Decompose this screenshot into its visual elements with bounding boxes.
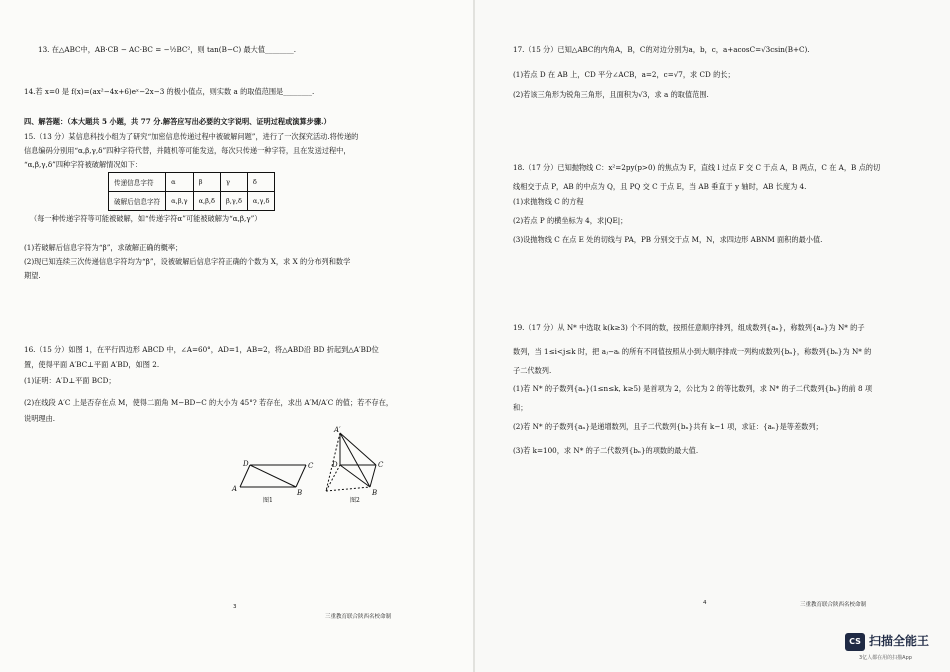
- fig1-label-b: B: [297, 489, 303, 497]
- q15-sub-2-line-1: (2)现已知连续三次传递信息字符均为“β”，设被破解后信息字符正确的个数为 X，求 X 的分布列和数学: [24, 257, 351, 266]
- sent-beta: β: [193, 173, 220, 192]
- q19-line-3: 子二代数列.: [513, 366, 552, 375]
- question-13: 13. 在△ABC中，AB·CB − AC·BC = −½BC²，则 tan(B−C) 最大值________.: [38, 45, 297, 54]
- cracked-alpha: α,β,γ: [166, 192, 193, 211]
- figure-1-parallelogram: [240, 465, 306, 487]
- q18-line-2: 线相交于点 P，AB 的中点为 Q，且 PQ 交 C 于点 E，当 AB 垂直于 y 轴时，AB 长度为 4.: [513, 182, 807, 191]
- figure-2-caption: 图2: [350, 497, 360, 504]
- scanner-logo-icon: CS: [845, 633, 865, 651]
- row-header-cracked: 破解后信息字符: [109, 192, 166, 211]
- sent-alpha: α: [166, 173, 193, 192]
- right-page-footer: 三重教育联合陕西名校命制: [800, 602, 867, 608]
- fig1-label-d: D: [243, 460, 249, 468]
- q19-sub-3: (3)若 k=100，求 N* 的子二代数列{bₙ}的项数的最大值.: [513, 446, 699, 455]
- q15-sub-1: (1)若破解后信息字符为“β”，求破解正确的概率；: [24, 243, 183, 252]
- scanner-watermark: [845, 632, 945, 666]
- q15-line-2: 信息编码分别用“α,β,γ,δ”四种字符代替，并随机等可能发送，每次只传递一种字符，且在发送过程中，: [24, 146, 351, 155]
- q19-sub-1-line-2: 和；: [513, 403, 528, 412]
- q16-line-2: 置，使得平面 A′BC⊥平面 A′BD，如图 2.: [24, 360, 160, 369]
- q18-line-1: 18.（17 分）已知抛物线 C：x²=2py(p>0) 的焦点为 F，直线 l 过点 F 交 C 于点 A，B 两点，C 在 A，B 点的切: [513, 163, 881, 172]
- q16-sub-2-line-1: (2)在线段 A′C 上是否存在点 M，使得二面角 M−BD−C 的大小为 45°? 若存在，求出 A′M/A′C 的值；若不存在，: [24, 398, 394, 407]
- q16-sub-1: (1)证明：A′D⊥平面 BCD；: [24, 376, 116, 385]
- q18-sub-3: (3)设抛物线 C 在点 E 处的切线与 PA，PB 分别交于点 M，N，求四边形 ABNM 面积的最小值.: [513, 235, 823, 244]
- figure-1-caption: 图1: [263, 497, 273, 504]
- fig2-label-b: B: [372, 489, 378, 497]
- sent-gamma: γ: [221, 173, 248, 192]
- fig1-label-a: A: [232, 485, 238, 493]
- table-row: [109, 173, 275, 192]
- q18-sub-1: (1)求抛物线 C 的方程: [513, 197, 584, 206]
- q17-sub-2: (2)若该三角形为锐角三角形，且面积为√3，求 a 的取值范围.: [513, 90, 709, 99]
- q18-sub-2: (2)若点 P 的横坐标为 4，求|QE|；: [513, 216, 628, 225]
- section-4-heading: 四、解答题：（本大题共 5 小题，共 77 分.解答应写出必要的文字说明、证明过程或演算步骤.）: [24, 117, 331, 126]
- scanner-app-name: 扫描全能王: [869, 634, 930, 648]
- encoding-table: [108, 172, 275, 211]
- q15-line-3: “α,β,γ,δ”四种字符被破解情况如下：: [24, 160, 143, 169]
- q19-line-2: 数列，当 1≤i<j≤k 时，把 aⱼ−aᵢ 的所有不同值按照从小到大顺序排成一列构成数列{bₙ}，称数列{bₙ}为 N* 的: [513, 347, 872, 356]
- cracked-delta: α,γ,δ: [247, 192, 275, 211]
- page-number-4: 4: [703, 600, 707, 606]
- q19-sub-1-line-1: (1)若 N* 的子数列{aₙ}(1≤n≤k, k≥5) 是首项为 2，公比为 2 的等比数列，求 N* 的子二代数列{bₙ}的前 8 项: [513, 384, 873, 393]
- sent-delta: δ: [247, 173, 275, 192]
- q16-sub-2-line-2: 说明理由.: [24, 414, 56, 423]
- cracked-gamma: β,γ,δ: [221, 192, 248, 211]
- cracked-beta: α,β,δ: [193, 192, 220, 211]
- page-number-3: 3: [233, 604, 237, 610]
- fig2-label-d: D: [332, 461, 338, 469]
- q19-line-1: 19.（17 分）从 N* 中选取 k(k≥3) 个不同的数，按照任意顺序排列，组成数列{aₙ}，称数列{aₙ}为 N* 的子: [513, 323, 865, 332]
- scanner-tagline: 3亿人都在用的扫描App: [859, 655, 912, 661]
- fig1-label-c: C: [308, 462, 314, 470]
- q19-sub-2: (2)若 N* 的子数列{aₙ}是递增数列，且子二代数列{bₙ}共有 k−1 项，求证：{aₙ}是等差数列；: [513, 422, 823, 431]
- question-14: 14.若 x=0 是 f(x)=(ax²−4x+6)eˣ−2x−3 的极小值点，则实数 a 的取值范围是________.: [24, 87, 315, 96]
- fig2-label-a-prime: A′: [334, 426, 341, 434]
- left-page-footer: 三重教育联合陕西名校命制: [325, 614, 392, 620]
- row-header-sent: 传递信息字符: [109, 173, 166, 192]
- table-row: [109, 192, 275, 211]
- q15-line-1: 15.（13 分）某信息科技小组为了研究“加密信息传递过程中被破解问题”，进行了一次探究活动.将传递的: [24, 132, 359, 141]
- q15-sub-2-line-2: 期望.: [24, 271, 41, 280]
- fig2-label-c: C: [378, 461, 384, 469]
- q17-line-1: 17.（15 分）已知△ABC的内角A，B，C的对边分别为a，b，c，a+acosC=√3csin(B+C).: [513, 45, 810, 54]
- right-exam-page: [475, 0, 950, 672]
- q16-line-1: 16.（15 分）如图 1，在平行四边形 ABCD 中，∠A=60°，AD=1，AB=2，将△ABD沿 BD 折起到△A′BD位: [24, 345, 379, 354]
- q15-note: （每一种传递字符等可能被破解，如“传递字符α”可能被破解为“α,β,γ”）: [30, 214, 262, 223]
- q17-sub-1: (1)若点 D 在 AB 上，CD 平分∠ACB，a=2，c=√7，求 CD 的长；: [513, 70, 735, 79]
- geometry-figures: [228, 425, 398, 505]
